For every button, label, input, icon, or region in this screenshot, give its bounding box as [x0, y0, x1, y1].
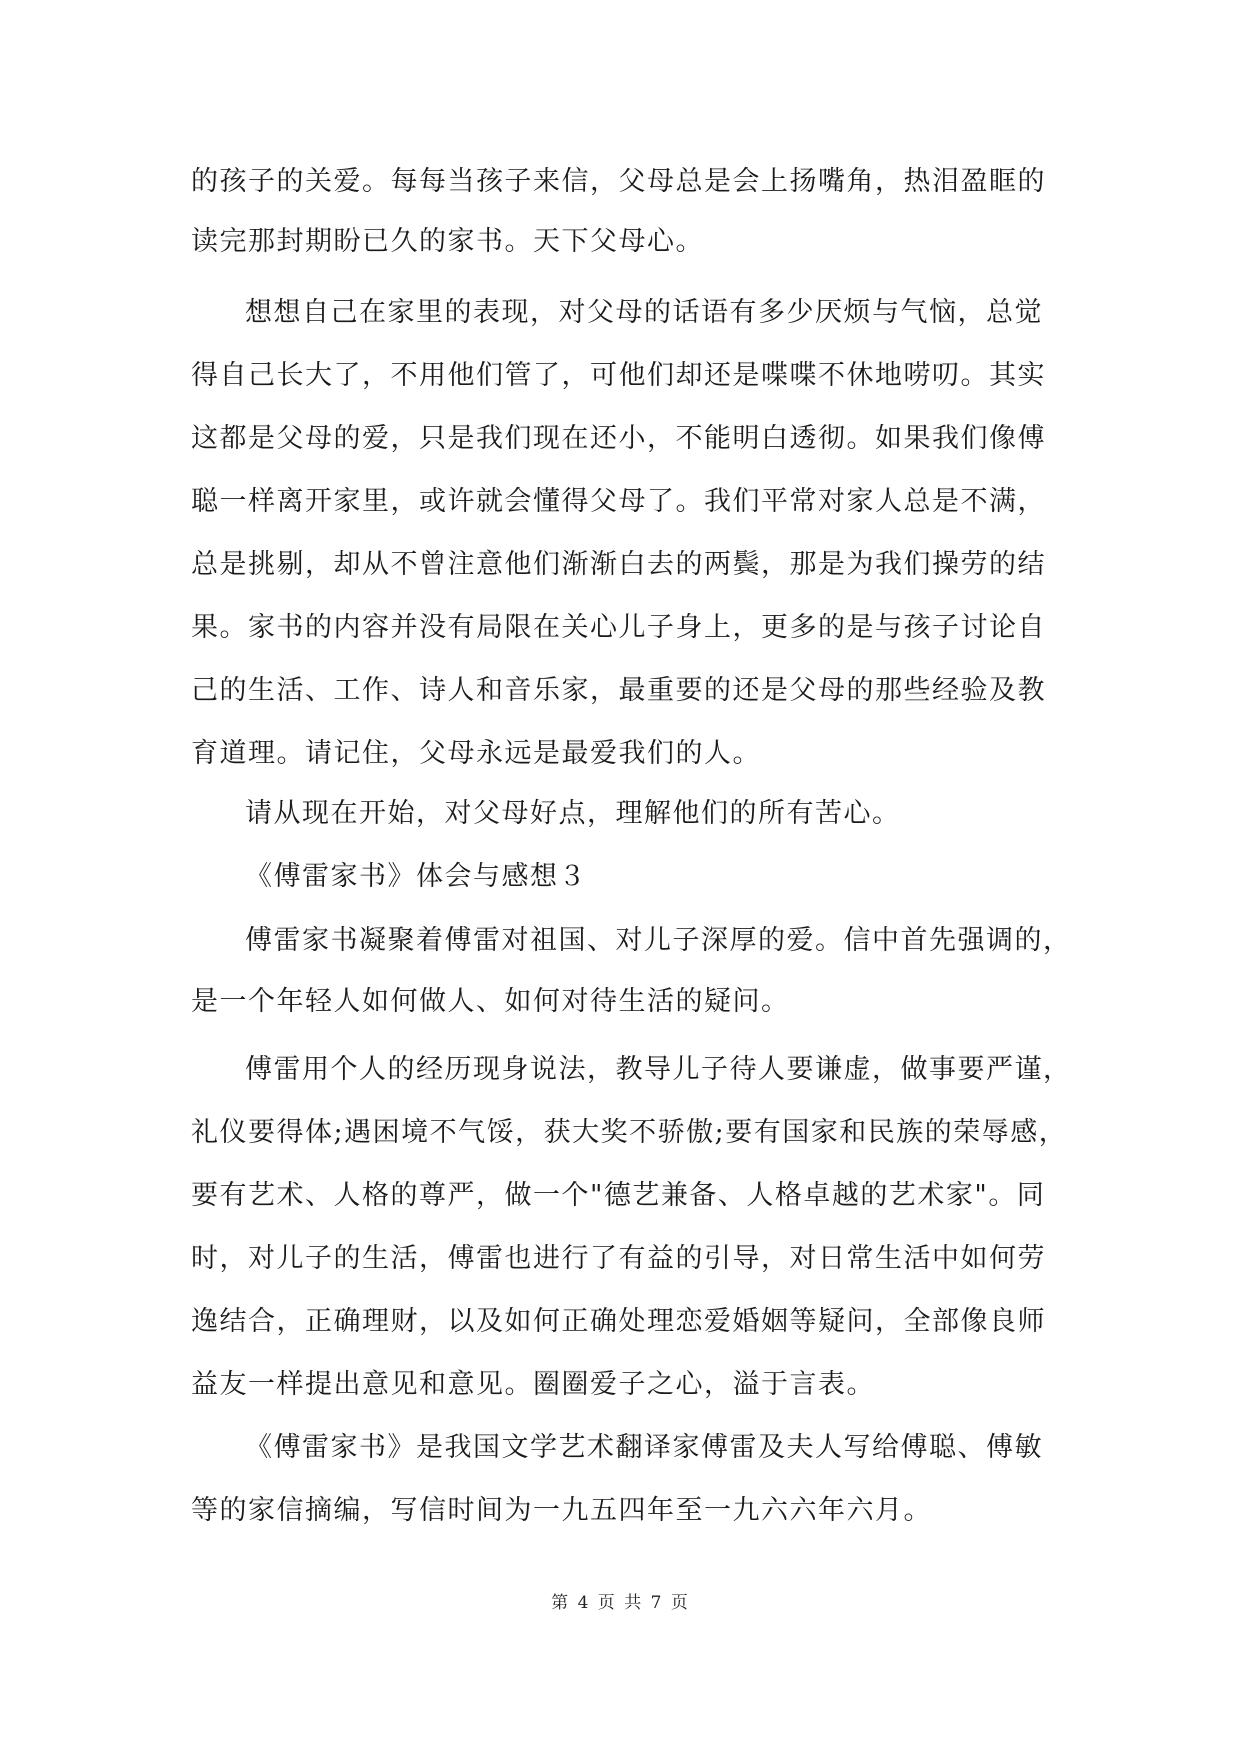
text-line: 逸结合，正确理财，以及如何正确处理恋爱婚姻等疑问，全部像良师 — [191, 1306, 1046, 1337]
page-number-footer: 第 4 页 共 7 页 — [551, 1593, 690, 1613]
paragraph-start-line: 想想自己在家里的表现，对父母的话语有多少厌烦与气恼，总觉 — [245, 297, 1043, 328]
text-line: 要有艺术、人格的尊严，做一个"德艺兼备、人格卓越的艺术家"。同 — [191, 1180, 1046, 1211]
text-line: 益友一样提出意见和意见。圈圈爱子之心，溢于言表。 — [191, 1369, 875, 1400]
text-line: 己的生活、工作、诗人和音乐家，最重要的还是父母的那些经验及教 — [191, 675, 1046, 706]
text-line: 的孩子的关爱。每每当孩子来信，父母总是会上扬嘴角，热泪盈眶的 — [191, 166, 1046, 197]
text-line: 得自己长大了，不用他们管了，可他们却还是喋喋不休地唠叨。其实 — [191, 360, 1046, 391]
text-line: 育道理。请记住，父母永远是最爱我们的人。 — [191, 738, 761, 769]
paragraph-start-line: 《傅雷家书》是我国文学艺术翻译家傅雷及夫人写给傅聪、傅敏 — [245, 1432, 1043, 1463]
text-line: 等的家信摘编，写信时间为一九五四年至一九六六年六月。 — [191, 1495, 932, 1526]
text-line: 读完那封期盼已久的家书。天下父母心。 — [191, 226, 704, 257]
text-line: 聪一样离开家里，或许就会懂得父母了。我们平常对家人总是不满， — [191, 486, 1046, 517]
text-line: 是一个年轻人如何做人、如何对待生活的疑问。 — [191, 986, 790, 1017]
text-line: 果。家书的内容并没有局限在关心儿子身上，更多的是与孩子讨论自 — [191, 612, 1046, 643]
paragraph-start-line: 傅雷家书凝聚着傅雷对祖国、对儿子深厚的爱。信中首先强调的， — [245, 925, 1072, 956]
section-heading: 《傅雷家书》体会与感想３ — [245, 861, 587, 892]
paragraph-start-line: 请从现在开始，对父母好点，理解他们的所有苦心。 — [245, 798, 901, 829]
text-line: 总是挑剔，却从不曾注意他们渐渐白去的两鬓，那是为我们操劳的结 — [191, 549, 1046, 580]
text-line: 礼仪要得体;遇困境不气馁，获大奖不骄傲;要有国家和民族的荣辱感， — [191, 1117, 1068, 1148]
paragraph-start-line: 傅雷用个人的经历现身说法，教导儿子待人要谦虚，做事要严谨， — [245, 1054, 1072, 1085]
text-line: 这都是父母的爱，只是我们现在还小，不能明白透彻。如果我们像傅 — [191, 423, 1046, 454]
text-line: 时，对儿子的生活，傅雷也进行了有益的引导，对日常生活中如何劳 — [191, 1243, 1046, 1274]
